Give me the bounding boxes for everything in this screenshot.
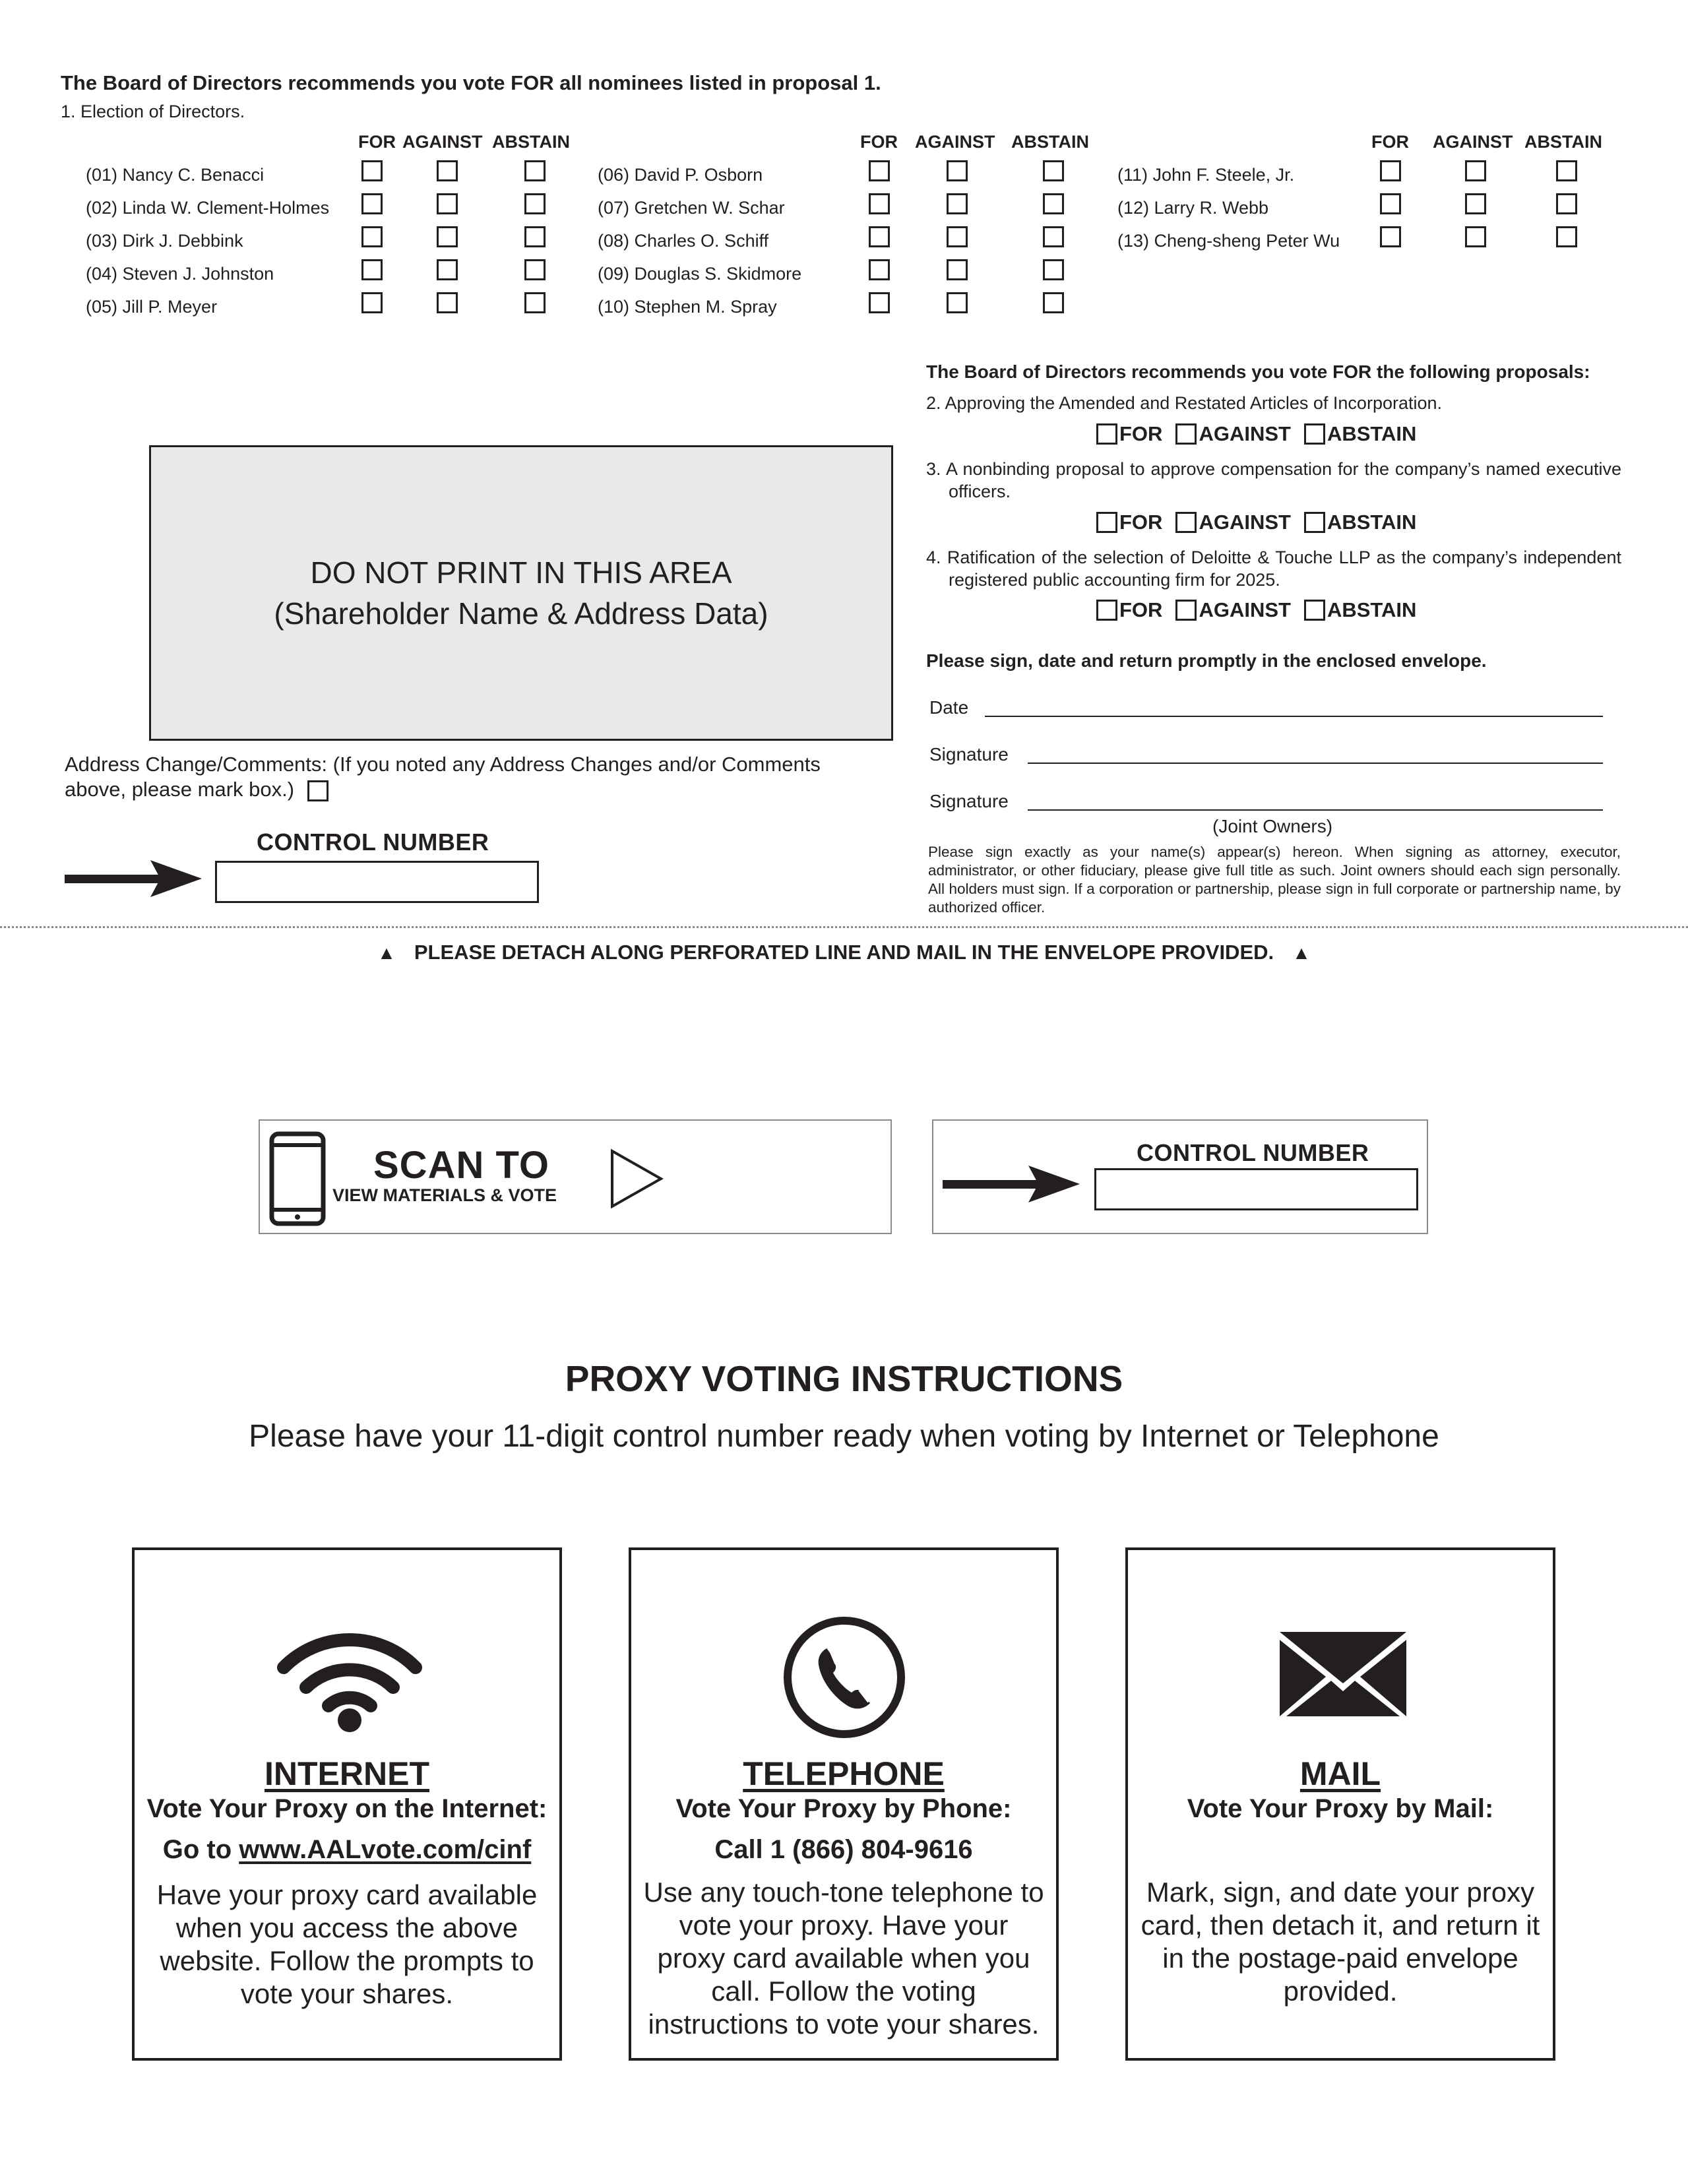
col2-for-header: FOR: [860, 132, 898, 152]
proposal-2-for-label: FOR: [1119, 422, 1163, 445]
triangle-up-icon: ▲: [377, 943, 396, 963]
nominee-07-against-checkbox[interactable]: [947, 193, 968, 214]
nominee-12-against-checkbox[interactable]: [1465, 193, 1486, 214]
control-number-field-2[interactable]: [1094, 1168, 1418, 1210]
nominee-10-for-checkbox[interactable]: [869, 292, 890, 313]
nominee-06-for-checkbox[interactable]: [869, 160, 890, 181]
nominee-08: (08) Charles O. Schiff: [598, 231, 769, 251]
nominee-04-against-checkbox[interactable]: [437, 259, 458, 280]
proposal-4-against-label: AGAINST: [1199, 598, 1291, 621]
nominee-13: (13) Cheng-sheng Peter Wu: [1117, 231, 1340, 251]
nominee-11-against-checkbox[interactable]: [1465, 160, 1486, 181]
nominee-10-abstain-checkbox[interactable]: [1043, 292, 1064, 313]
nominee-03-against-checkbox[interactable]: [437, 226, 458, 247]
nominee-13-for-checkbox[interactable]: [1380, 226, 1401, 247]
proposal-3-for-label: FOR: [1119, 511, 1163, 534]
nominee-07-abstain-checkbox[interactable]: [1043, 193, 1064, 214]
address-change-checkbox[interactable]: [307, 780, 328, 801]
detach-text: PLEASE DETACH ALONG PERFORATED LINE AND MAIL IN THE ENVELOPE PROVIDED.: [414, 941, 1274, 964]
proposal-3-for-checkbox[interactable]: [1096, 512, 1117, 533]
col3-abstain-header: ABSTAIN: [1524, 132, 1602, 152]
arrow-right-icon: [943, 1164, 1081, 1204]
control-number-panel: [932, 1119, 1428, 1234]
signature-label-1: Signature: [929, 744, 1009, 764]
proposal-4-abstain-checkbox[interactable]: [1304, 600, 1325, 621]
col1-abstain-header: ABSTAIN: [492, 132, 570, 152]
col3-against-header: AGAINST: [1433, 132, 1513, 152]
nominee-11-for-checkbox[interactable]: [1380, 160, 1401, 181]
proposal-2-for[interactable]: [1096, 422, 1162, 446]
scan-to-vote-panel[interactable]: [259, 1119, 892, 1234]
proposal-3-options: [1096, 511, 1429, 534]
nominee-09-against-checkbox[interactable]: [947, 259, 968, 280]
nominee-02-against-checkbox[interactable]: [437, 193, 458, 214]
sign-fine-print: Please sign exactly as your name(s) appear(s) hereon. When signing as attorney, executor, administrator, or other fiduciary, please give full title as such. Joint owners should each sign personally. All holders must sign. If a corporation or partnership, please sign in full corporate or partnership name, by authorized officer.: [928, 844, 1621, 916]
date-line[interactable]: [985, 716, 1603, 717]
control-number-field[interactable]: [215, 861, 539, 903]
proposal-3-abstain-checkbox[interactable]: [1304, 512, 1325, 533]
proposal-3-against-checkbox[interactable]: [1175, 512, 1197, 533]
triangle-up-icon: ▲: [1292, 943, 1311, 963]
proposal-2-against[interactable]: [1175, 422, 1291, 446]
phone-icon: [782, 1615, 907, 1740]
proposal-4-options: [1096, 598, 1429, 622]
col2-abstain-header: ABSTAIN: [1011, 132, 1089, 152]
nominee-04-abstain-checkbox[interactable]: [524, 259, 546, 280]
nominee-08-abstain-checkbox[interactable]: [1043, 226, 1064, 247]
nominee-01-against-checkbox[interactable]: [437, 160, 458, 181]
perforated-line: [0, 926, 1688, 928]
nominee-11-abstain-checkbox[interactable]: [1556, 160, 1577, 181]
col1-against-header: AGAINST: [402, 132, 483, 152]
col1-for-header: FOR: [358, 132, 396, 152]
internet-subtitle: Vote Your Proxy on the Internet:: [146, 1794, 547, 1823]
mail-body: Mark, sign, and date your proxy card, then detach it, and return it in the postage-paid envelope provided.: [1141, 1877, 1540, 2007]
proposal-4-for-label: FOR: [1119, 598, 1163, 621]
nominee-05-for-checkbox[interactable]: [361, 292, 383, 313]
scan-to-title: SCAN TO: [373, 1144, 549, 1187]
proposal-2-against-checkbox[interactable]: [1175, 423, 1197, 445]
proposal-2-options: [1096, 422, 1429, 446]
proposal-2-number: 2.: [926, 393, 941, 413]
nominee-07: (07) Gretchen W. Schar: [598, 198, 785, 218]
proposal-4-for-checkbox[interactable]: [1096, 600, 1117, 621]
internet-title: INTERNET: [265, 1755, 429, 1792]
joint-owners-label: (Joint Owners): [1212, 816, 1333, 836]
nominee-06-against-checkbox[interactable]: [947, 160, 968, 181]
date-label: Date: [929, 697, 969, 718]
nominee-04-for-checkbox[interactable]: [361, 259, 383, 280]
proposal-3-against-label: AGAINST: [1199, 511, 1291, 534]
proposal-2-for-checkbox[interactable]: [1096, 423, 1117, 445]
nominee-13-abstain-checkbox[interactable]: [1556, 226, 1577, 247]
mail-voting-box: [1125, 1547, 1555, 2061]
nominee-08-against-checkbox[interactable]: [947, 226, 968, 247]
nominee-10-against-checkbox[interactable]: [947, 292, 968, 313]
proposal-2-against-label: AGAINST: [1199, 422, 1291, 445]
nominee-12-for-checkbox[interactable]: [1380, 193, 1401, 214]
nominee-05-abstain-checkbox[interactable]: [524, 292, 546, 313]
address-change-line2: above, please mark box.): [65, 778, 295, 801]
nominee-12: (12) Larry R. Webb: [1117, 198, 1269, 218]
internet-voting-box: [132, 1547, 562, 2061]
telephone-subtitle: Vote Your Proxy by Phone:: [675, 1794, 1012, 1823]
nominee-11: (11) John F. Steele, Jr.: [1117, 165, 1295, 185]
telephone-body: Use any touch-tone telephone to vote your proxy. Have your proxy card available when you call. Follow the voting instructions to vote your shares.: [643, 1877, 1044, 2040]
play-arrow-icon: [610, 1148, 665, 1209]
proposals-header: The Board of Directors recommends you vote FOR the following proposals:: [926, 361, 1590, 382]
nominee-03: (03) Dirk J. Debbink: [86, 231, 243, 251]
internet-url-link[interactable]: www.AALvote.com/cinf: [239, 1835, 532, 1864]
internet-goto: [135, 1835, 559, 1865]
mail-title: MAIL: [1299, 1755, 1381, 1792]
nominee-04: (04) Steven J. Johnston: [86, 264, 274, 284]
proposal-4-against-checkbox[interactable]: [1175, 600, 1197, 621]
nominee-01-for-checkbox[interactable]: [361, 160, 383, 181]
reserved-area-line1: DO NOT PRINT IN THIS AREA: [310, 555, 732, 590]
nominee-07-for-checkbox[interactable]: [869, 193, 890, 214]
proposal-4-text: Ratification of the selection of Deloitte & Touche LLP as the company’s independent registered public accounting firm for 2025.: [947, 547, 1621, 590]
smartphone-icon: [269, 1131, 326, 1226]
proposal-3-abstain-label: ABSTAIN: [1327, 511, 1417, 534]
nominee-12-abstain-checkbox[interactable]: [1556, 193, 1577, 214]
control-number-label-2: CONTROL NUMBER: [1137, 1139, 1369, 1166]
nominee-06-abstain-checkbox[interactable]: [1043, 160, 1064, 181]
proposal-4-abstain-label: ABSTAIN: [1327, 598, 1417, 621]
nominee-05-against-checkbox[interactable]: [437, 292, 458, 313]
telephone-title: TELEPHONE: [743, 1755, 945, 1792]
col3-for-header: FOR: [1371, 132, 1409, 152]
nominee-03-for-checkbox[interactable]: [361, 226, 383, 247]
signature-line-1[interactable]: [1028, 763, 1603, 764]
proposal-3-for[interactable]: [1096, 511, 1162, 534]
proposal-3: [926, 458, 1621, 503]
nominee-09: (09) Douglas S. Skidmore: [598, 264, 802, 284]
nominee-09-for-checkbox[interactable]: [869, 259, 890, 280]
proposal-4-number: 4.: [926, 547, 941, 567]
proposal-3-number: 3.: [926, 459, 941, 479]
nominee-02: (02) Linda W. Clement-Holmes: [86, 198, 330, 218]
scan-to-subtitle: VIEW MATERIALS & VOTE: [332, 1185, 557, 1205]
reserved-area-line2: (Shareholder Name & Address Data): [274, 596, 768, 631]
nominee-03-abstain-checkbox[interactable]: [524, 226, 546, 247]
sign-instruction: Please sign, date and return promptly in the enclosed envelope.: [926, 650, 1487, 671]
control-number-label: CONTROL NUMBER: [257, 828, 489, 856]
proposal-3-text: A nonbinding proposal to approve compensation for the company’s named executive officers.: [945, 459, 1621, 501]
telephone-voting-box: [629, 1547, 1059, 2061]
proposal-3-against[interactable]: [1175, 511, 1291, 534]
proposal1-subheader: 1. Election of Directors.: [61, 102, 245, 121]
proposal-2: [926, 392, 1621, 414]
signature-line-2[interactable]: [1028, 809, 1603, 811]
col2-against-header: AGAINST: [915, 132, 995, 152]
nominee-05: (05) Jill P. Meyer: [86, 297, 218, 317]
proposal-2-abstain[interactable]: [1304, 422, 1416, 446]
proposal-2-abstain-checkbox[interactable]: [1304, 423, 1325, 445]
nominee-02-abstain-checkbox[interactable]: [524, 193, 546, 214]
proposal-3-abstain[interactable]: [1304, 511, 1416, 534]
proposal-4: [926, 546, 1621, 591]
proposal-4-abstain[interactable]: [1304, 598, 1416, 622]
arrow-right-icon: [65, 859, 203, 898]
instructions-title: PROXY VOTING INSTRUCTIONS: [565, 1358, 1123, 1399]
nominee-06: (06) David P. Osborn: [598, 165, 763, 185]
reserved-address-area: [149, 445, 893, 741]
nominee-01-abstain-checkbox[interactable]: [524, 160, 546, 181]
proposal-4-against[interactable]: [1175, 598, 1291, 622]
signature-label-2: Signature: [929, 791, 1009, 811]
wifi-icon: [277, 1616, 422, 1735]
proposal-2-abstain-label: ABSTAIN: [1327, 422, 1417, 445]
nominee-10: (10) Stephen M. Spray: [598, 297, 777, 317]
proposal1-header: The Board of Directors recommends you vote FOR all nominees listed in proposal 1.: [61, 71, 881, 94]
detach-instruction: [0, 941, 1688, 964]
nominee-13-against-checkbox[interactable]: [1465, 226, 1486, 247]
nominee-02-for-checkbox[interactable]: [361, 193, 383, 214]
instructions-subtitle: Please have your 11-digit control number ready when voting by Internet or Telephone: [249, 1419, 1439, 1454]
mail-subtitle: Vote Your Proxy by Mail:: [1187, 1794, 1494, 1823]
internet-body: Have your proxy card available when you access the above website. Follow the prompts to vote your shares.: [156, 1879, 538, 2009]
telephone-call[interactable]: Call 1 (866) 804-9616: [714, 1835, 973, 1864]
internet-goto-prefix: Go to: [162, 1835, 239, 1864]
address-change-text: [65, 752, 821, 802]
proposal-2-text: Approving the Amended and Restated Articles of Incorporation.: [945, 393, 1443, 413]
envelope-icon: [1278, 1631, 1408, 1718]
nominee-09-abstain-checkbox[interactable]: [1043, 259, 1064, 280]
proposal-4-for[interactable]: [1096, 598, 1162, 622]
address-change-line1: Address Change/Comments: (If you noted any Address Changes and/or Comments: [65, 753, 821, 776]
nominee-08-for-checkbox[interactable]: [869, 226, 890, 247]
nominee-01: (01) Nancy C. Benacci: [86, 165, 265, 185]
